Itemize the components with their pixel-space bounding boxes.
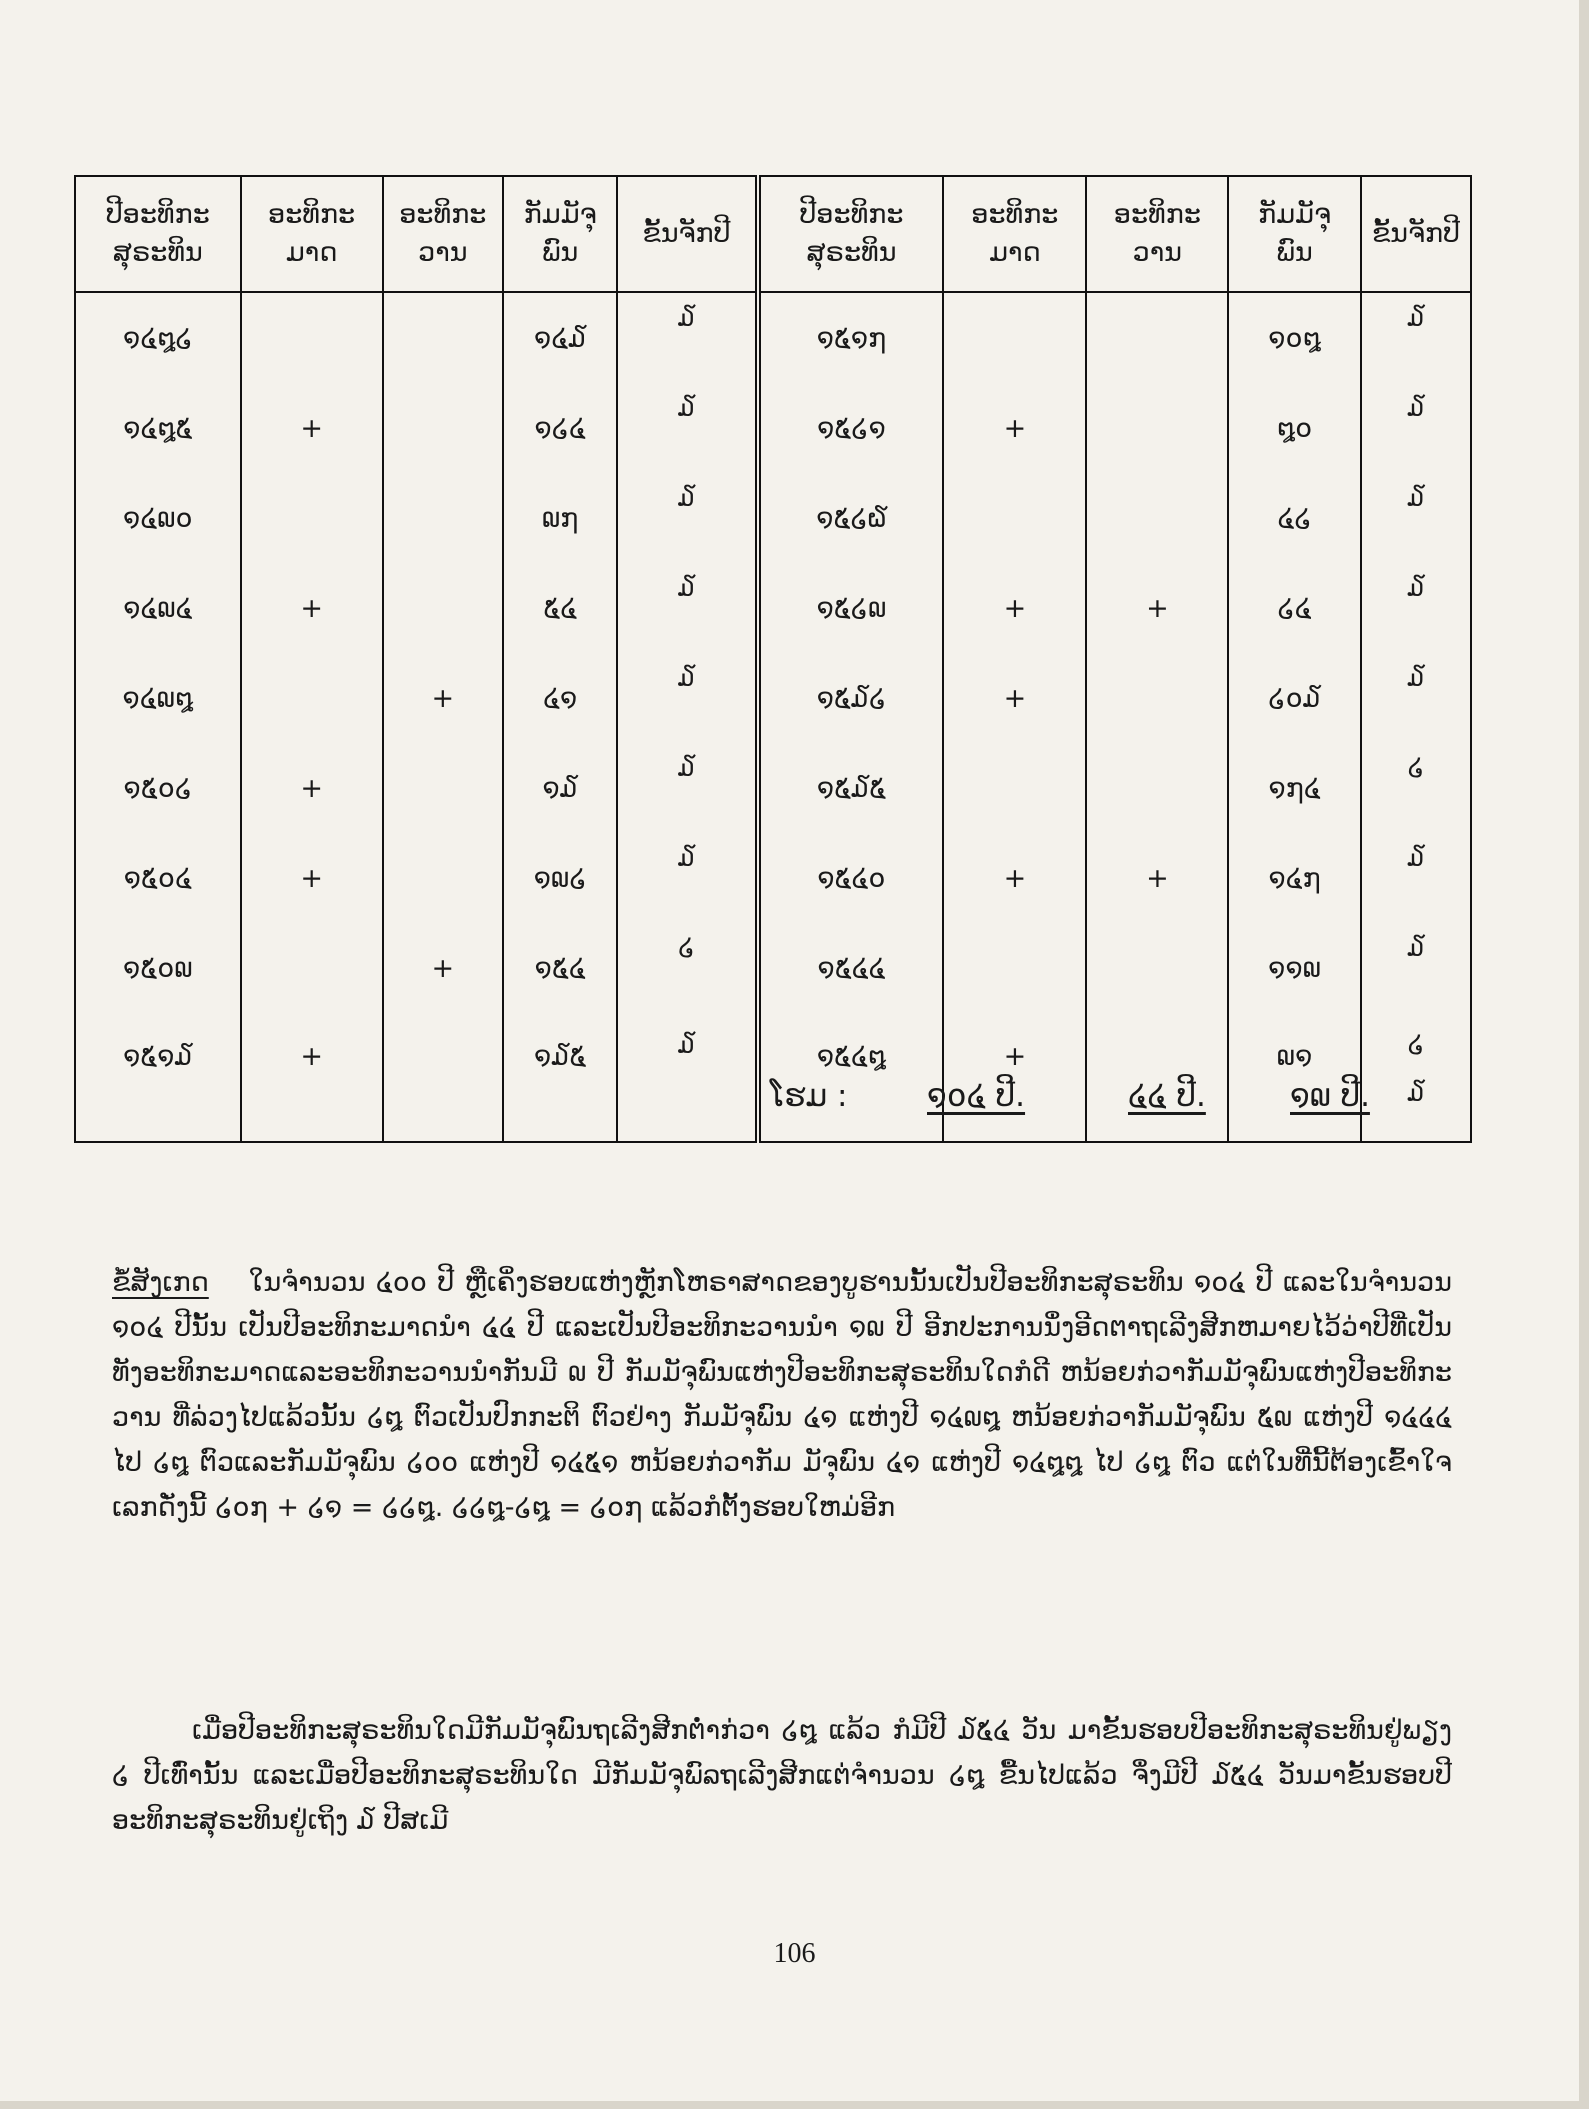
header-cell: ອະທິກະ ມາດ <box>943 176 1086 292</box>
table-cell: + <box>943 653 1086 743</box>
table-cell: + <box>241 743 383 833</box>
table-cell: ໓ <box>1361 292 1471 383</box>
table-cell: ໑໔໓ <box>503 292 617 383</box>
table-cell: ໑໑໙ <box>1228 923 1361 1013</box>
total-adhikavan: ໑໙ ປີ. <box>1290 1078 1370 1114</box>
total-adhikasurathin: ໑໐໔ ປີ. <box>927 1078 1026 1114</box>
table-cell: ໑໕໐໒ <box>75 743 241 833</box>
table-cell: ໑໕໐໙ <box>75 923 241 1013</box>
table-cell: ໓ <box>1361 383 1471 473</box>
table-cell: ໓ <box>617 833 758 923</box>
table-cell: + <box>943 563 1086 653</box>
table-cell <box>383 292 504 383</box>
table-cell: + <box>241 383 383 473</box>
total-adhikamat: ໔໔ ປີ. <box>1128 1078 1206 1114</box>
table-cell: ໑໔໘໒ <box>75 292 241 383</box>
header-cell: ອະທິກະ ວານ <box>383 176 504 292</box>
table-cell: ໑໗໔ <box>1228 743 1361 833</box>
table-cell: ໔໑ <box>503 653 617 743</box>
leap-year-table <box>74 175 1472 1143</box>
table-header-row <box>75 176 1471 292</box>
table-cell: ໓ <box>617 743 758 833</box>
table-cell: ໒ <box>617 923 758 1013</box>
table-cell: ໔໒ <box>1228 473 1361 563</box>
table-cell: ໓ <box>1361 923 1471 1013</box>
table-cell: ໓ <box>617 653 758 743</box>
table-cell: + <box>241 563 383 653</box>
table-cell: + <box>383 923 504 1013</box>
table-row <box>75 653 1471 743</box>
table-cell: ໓ <box>617 383 758 473</box>
table-cell: ໘໐ <box>1228 383 1361 473</box>
table-row <box>75 383 1471 473</box>
table-cell: ໑໕໓໒ <box>758 653 944 743</box>
table-cell: ໑໕໐໔ <box>75 833 241 923</box>
table-cell: + <box>943 1013 1086 1142</box>
paragraph-second <box>112 1708 1452 1843</box>
table-cell <box>1086 923 1228 1013</box>
table-cell: + <box>241 833 383 923</box>
table-cell: ໑໓ <box>503 743 617 833</box>
table-cell <box>383 383 504 473</box>
table-cell: ໑໒໔ <box>503 383 617 473</box>
table-cell <box>1086 292 1228 383</box>
table-cell: ໙໑ <box>1228 1013 1361 1142</box>
table-cell: ໙໗ <box>503 473 617 563</box>
header-cell: ອະທິກະ ມາດ <box>241 176 383 292</box>
second-text: ເມື່ອປີອະທິກະສຸຣະທິນໃດມີກັມມັຈຸພົນຖເລີງສີກຕ່ຳກ່ວາ ໒໘ ແລ້ວ ກໍມີປີ ໓໕໔ ວັນ ມາຂັ້ນຮອບປີອະທິກະສຸຣະທິນຢູ່ພຽງ ໒ ປີເທົ່ານັ້ນ ແລະເມື່ອປີອະທິກະສຸຣະທິນໃດ ມີກັມມັຈຸພົລຖເລີງສີກແຕ່ຈຳນວນ ໒໘ ຂື້ນໄປແລ້ວ ຈຶ່ງມີປີ ໓໕໔ ວັນມາຂັ້ນຮອບປີອະທິກະສຸຣະທິນຢູ່ເຖິງ ໓ ປີສເມີ <box>112 1715 1452 1836</box>
table-cell <box>943 923 1086 1013</box>
table-cell: ໑໕໒໑ <box>758 383 944 473</box>
header-cell: ຂັ້ນຈັກປີ <box>1361 176 1471 292</box>
table-cell: ໑໕໒໖ <box>758 473 944 563</box>
table-cell: ໓ <box>617 473 758 563</box>
table-cell: ໒໔ <box>1228 563 1361 653</box>
table-cell: + <box>383 653 504 743</box>
table-cell <box>943 292 1086 383</box>
table-cell <box>1086 473 1228 563</box>
table-cell <box>241 292 383 383</box>
table-row <box>75 563 1471 653</box>
table-cell: ໒໐໓ <box>1228 653 1361 743</box>
table-cell: ໑໓໕ <box>503 1013 617 1142</box>
table-cell: ໓ <box>1361 653 1471 743</box>
header-cell: ປີອະທິກະ ສຸຣະທິນ <box>758 176 944 292</box>
page-number: 106 <box>773 1938 816 1969</box>
table-cell: ໑໕໔໔ <box>758 923 944 1013</box>
table-cell <box>943 743 1086 833</box>
table-cell: ໒ ໓ <box>1361 1013 1471 1142</box>
header-cell: ກັມມັຈຸ ພົນ <box>503 176 617 292</box>
table-body <box>75 292 1471 1142</box>
header-cell: ຂັ້ນຈັກປີ <box>617 176 758 292</box>
paragraph-observation <box>112 1260 1452 1530</box>
table-cell: ໑໕໔໐ <box>758 833 944 923</box>
table-cell: ໓ <box>617 1013 758 1142</box>
table-cell: ໓ <box>1361 563 1471 653</box>
table-row <box>75 923 1471 1013</box>
table-cell: ໕໔ <box>503 563 617 653</box>
table-cell: ໑໔໗ <box>1228 833 1361 923</box>
table-cell: ໑໕໑໗ <box>758 292 944 383</box>
table-cell: ໓ <box>1361 833 1471 923</box>
table-cell <box>1086 743 1228 833</box>
table-cell: + <box>241 1013 383 1142</box>
table-cell: ໑໕໔໘ <box>758 1013 944 1142</box>
table-row <box>75 292 1471 383</box>
table-cell <box>383 833 504 923</box>
table-cell <box>1086 383 1228 473</box>
table-cell: ໓ <box>617 563 758 653</box>
header-cell: ອະທິກະ ວານ <box>1086 176 1228 292</box>
table-cell <box>383 473 504 563</box>
table-cell <box>241 923 383 1013</box>
table-cell: ໑໕໓໕ <box>758 743 944 833</box>
table-cell: + <box>943 833 1086 923</box>
observation-text: ໃນຈຳນວນ ໔໐໐ ປີ ຫຼືເຄິ່ງຮອບແຫ່ງຫຼັກໂຫຣາສາດຂອງບູຮານນັ້ນເປັນປີອະທິກະສຸຣະທິນ ໑໐໔ ປີ ແລະໃນຈຳນວນ ໑໐໔ ປີນັ້ນ ເປັນປີອະທິກະມາດນຳ ໔໔ ປີ ແລະເປັນປີອະທິກະວານນຳ ໑໙ ປີ ອີກປະການນຶ່ງອີດຕາຖເລີງສີກຫມາຍໄວ້ວ່າປີທີ່ເປັນທັງອະທິກະມາດແລະອະທິກະວານນຳກັນມີ ໙ ປີ ກັມມັຈຸພົນແຫ່ງປີອະທິກະສຸຣະທິນໃດກໍດີ ຫນ້ອຍກ່ວາກັມມັຈຸພົນແຫ່ງປີອະທິກະ ວານ ທີ່ລ່ວງໄປແລ້ວນັ້ນ ໒໘ ຕົວເປັນປົກກະຕິ ຕົວຢ່າງ ກັມມັຈຸພົນ ໔໑ ແຫ່ງປີ ໑໔໙໘ ຫນ້ອຍກ່ວາກັມມັຈຸພົນ ໕໙ ແຫ່ງປີ ໑໔໔໔ ໄປ ໒໘ ຕົວແລະກັມມັຈຸພົນ ໒໐໐ ແຫ່ງປີ ໑໔໕໑ ຫນ້ອຍກ່ວາກັມ ມັຈຸພົນ ໔໑ ແຫ່ງປີ ໑໔໘໘ ໄປ ໒໘ ຕົວ ແຕ່ໃນທີ່ນີ້ຕ້ອງເຂົ້າໃຈເລກດັ່ງນີ້ ໒໐໗ + ໒໑ = ໒໒໘. ໒໒໘-໒໘ = ໒໐໗ ແລ້ວກໍຕັ້ງຮອບໃຫມ່ອີກ <box>112 1267 1452 1523</box>
table-cell: + <box>943 383 1086 473</box>
table-cell: ໑໙໒ <box>503 833 617 923</box>
table-cell <box>1086 653 1228 743</box>
table-row <box>75 833 1471 923</box>
table-cell: ໑໔໙໐ <box>75 473 241 563</box>
totals-label: ໂຮມ : <box>770 1078 848 1114</box>
table-row <box>75 743 1471 833</box>
table-cell <box>383 563 504 653</box>
table-cell: ໑໕໔ <box>503 923 617 1013</box>
table-cell: ໑໕໑໓ <box>75 1013 241 1142</box>
table-cell: ໓ <box>1361 473 1471 563</box>
table-cell: ໑໔໘໕ <box>75 383 241 473</box>
table-cell <box>241 653 383 743</box>
table-cell: ໑໕໒໙ <box>758 563 944 653</box>
table-cell: ໓ <box>617 292 758 383</box>
table-cell <box>943 473 1086 563</box>
table-row <box>75 473 1471 563</box>
observation-heading: ຂໍ້ສັງເກດ <box>112 1267 209 1298</box>
table-cell <box>241 473 383 563</box>
table-cell <box>383 743 504 833</box>
header-cell: ກັມມັຈຸ ພົນ <box>1228 176 1361 292</box>
table-cell <box>383 1013 504 1142</box>
table-cell: ໑໔໙໔ <box>75 563 241 653</box>
table-cell: ໑໐໘ <box>1228 292 1361 383</box>
table-cell: + <box>1086 563 1228 653</box>
table-cell: + <box>1086 833 1228 923</box>
table-cell: ໑໔໙໘ <box>75 653 241 743</box>
header-cell: ປີອະທິກະ ສຸຣະທິນ <box>75 176 241 292</box>
table-cell: ໒ <box>1361 743 1471 833</box>
